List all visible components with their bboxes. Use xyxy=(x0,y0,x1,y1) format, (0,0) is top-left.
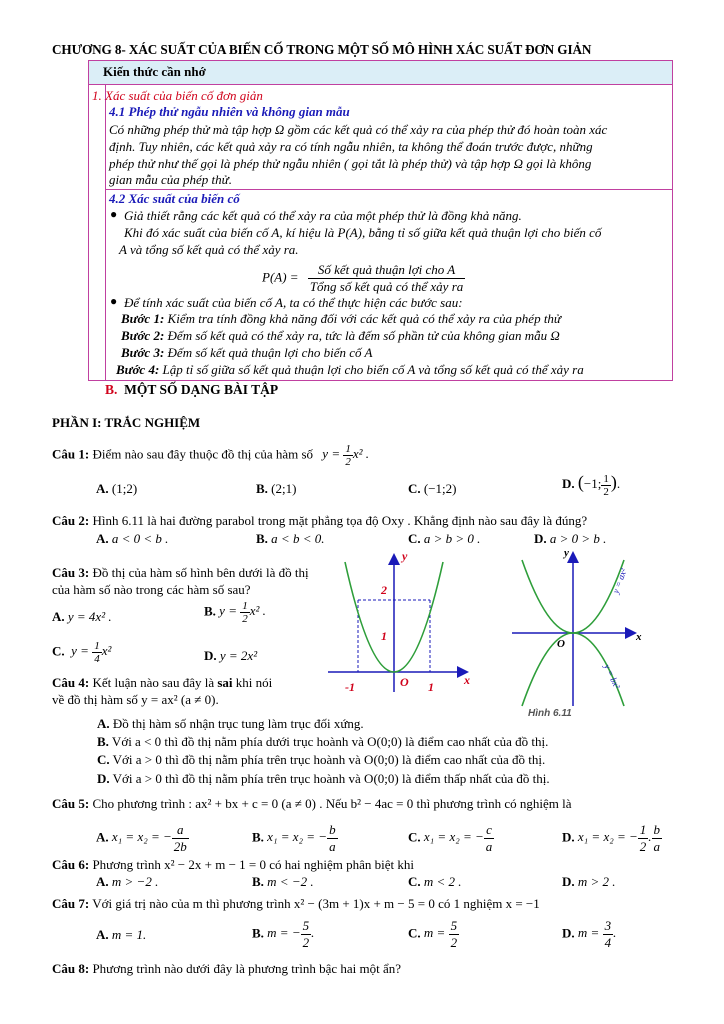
formula-fraction xyxy=(308,262,465,295)
q3-option-c[interactable]: C. y = $\frac{1}{4}$ x² xyxy=(52,640,112,665)
graph2-y-label: y xyxy=(564,547,569,559)
q7-option-a[interactable]: A. m = 1. xyxy=(96,927,147,942)
q7-option-c[interactable]: C. m = $\frac{5}{2}$ xyxy=(408,918,458,950)
graph-hinh-6-11 xyxy=(510,546,660,722)
question-7: Câu 7: Với giá trị nào của m thì phương trình x² − (3m + 1)x + m − 5 = 0 có 1 nghiệm x = −1 xyxy=(52,896,540,911)
q2-option-d[interactable]: D. a > 0 > b . xyxy=(534,531,607,546)
graph2-x-label: x xyxy=(636,631,642,643)
step-1: Bước 1: Kiểm tra tính đồng khả năng đối với các kết quả có thể xảy ra của phép thử xyxy=(121,311,562,326)
q1-option-a[interactable]: A. (1;2) xyxy=(96,481,138,496)
box-separator xyxy=(105,189,672,190)
q6-option-c[interactable]: C. m < 2 . xyxy=(408,874,462,889)
formula-lhs: P(A) = xyxy=(262,269,299,285)
question-3: Câu 3: Đồ thị của hàm số hình bên dưới là đồ thị xyxy=(52,565,309,580)
graph2-label-bottom: y = bx² xyxy=(602,662,623,691)
graph1-tick-neg1: -1 xyxy=(345,680,355,694)
knowledge-box-header xyxy=(88,60,673,85)
step-2: Bước 2: Đếm số kết quả có thể xảy ra, tức là đếm số phần tử của không gian mẫu Ω xyxy=(121,328,560,343)
q1-option-c[interactable]: C. (−1;2) xyxy=(408,481,457,496)
question-5: Câu 5: Cho phương trình : ax² + bx + c = 0 (a ≠ 0) . Nếu b² − 4ac = 0 thì phương trình có nghiệm là xyxy=(52,796,572,811)
question-8: Câu 8: Phương trình nào dưới đây là phương trình bậc hai một ẩn? xyxy=(52,961,402,976)
question-3-line-2: của hàm số nào trong các hàm số sau? xyxy=(52,582,251,597)
formula-denominator: Tổng số kết quả có thể xảy ra xyxy=(309,279,464,294)
graph2-caption: Hình 6.11 xyxy=(528,708,572,719)
q4-option-b[interactable]: B. Với a < 0 thì đồ thị nằm phía dưới trục hoành và O(0;0) là điểm cao nhất của đồ thị. xyxy=(97,734,549,749)
q5-option-c[interactable]: C. x₁ = x₂ = − $\frac{c}{a}$ xyxy=(408,822,493,854)
graph1-tick-1: 1 xyxy=(381,629,387,643)
section-b-letter: B. xyxy=(105,382,118,397)
s41-line-4: gian mẫu của phép thử. xyxy=(109,172,232,187)
q4-option-a[interactable]: A. Đồ thị hàm số nhận trục tung làm trục đối xứng. xyxy=(97,716,364,731)
graph-parabola-question-3 xyxy=(318,548,478,698)
s42-bullet-1-line-1: Giả thiết rằng các kết quả có thể xảy ra của một phép thử là đồng khả năng. xyxy=(124,208,522,223)
s41-line-2: định. Tuy nhiên, các kết quả xảy ra có tính ngẫu nhiên, ta không thể đoán trước được, những xyxy=(109,139,593,154)
q4-option-c[interactable]: C. Với a > 0 thì đồ thị nằm phía trên trục hoành và O(0;0) là điểm cao nhất của đồ thị. xyxy=(97,752,546,767)
s41-line-1: Có những phép thử mà tập hợp Ω gồm các kết quả có thể xảy ra của phép thử đó hoàn toàn xác xyxy=(109,122,608,137)
step-4: Bước 4: Lập tỉ số giữa số kết quả thuận lợi cho biến cố A và tổng số kết quả có thể xảy ra xyxy=(116,362,584,377)
q1-option-b[interactable]: B. (2;1) xyxy=(256,481,297,496)
graph2-label-top: y = ax² xyxy=(610,567,629,595)
q4-option-d[interactable]: D. Với a > 0 thì đồ thị nằm phía trên trục hoành và O(0;0) là điểm thấp nhất của đồ thị. xyxy=(97,771,550,786)
graph1-tick-pos1: 1 xyxy=(428,680,434,694)
section-4-1-title: 4.1 Phép thử ngẫu nhiên và không gian mẫu xyxy=(109,104,350,119)
q1-option-d[interactable]: D. (−1; $\frac{1}{2}$ ). xyxy=(562,472,621,498)
step-3: Bước 3: Đếm số kết quả thuận lợi cho biến cố A xyxy=(121,345,373,360)
q5-option-b[interactable]: B. x₁ = x₂ = − $\frac{b}{a}$ xyxy=(252,822,336,854)
probability-formula xyxy=(262,262,465,295)
q2-option-c[interactable]: C. a > b > 0 . xyxy=(408,531,481,546)
q3-option-a[interactable]: A. y = 4x² . xyxy=(52,609,112,624)
knowledge-box-heading: Kiến thức cần nhớ xyxy=(103,64,206,79)
q6-option-a[interactable]: A. m > −2 . xyxy=(96,874,159,889)
s41-line-3: phép thử như thế gọi là phép thử ngẫu nhiên ( gọi tắt là phép thử) và tập hợp Ω gọi là không xyxy=(109,156,592,171)
graph1-y-label: y xyxy=(402,549,408,563)
q6-option-d[interactable]: D. m > 2 . xyxy=(562,874,616,889)
s42-bullet-1-line-3: A và tổng số kết quả có thể xảy ra. xyxy=(119,242,299,257)
s42-bullet-1-line-2: Khi đó xác suất của biến cố A, kí hiệu là P(A), bằng tỉ số giữa kết quả thuận lợi cho biến cố xyxy=(124,225,602,240)
q6-option-b[interactable]: B. m < −2 . xyxy=(252,874,314,889)
bullet-icon: ● xyxy=(110,294,118,308)
q2-option-a[interactable]: A. a < 0 < b . xyxy=(96,531,169,546)
question-4: Câu 4: Kết luận nào sau đây là sai khi nói xyxy=(52,675,273,690)
q5-option-a[interactable]: A. x₁ = x₂ = − $\frac{a}{2b}$ xyxy=(96,822,187,854)
section-4-2-title: 4.2 Xác suất của biến cố xyxy=(109,191,240,206)
q7-option-b[interactable]: B. m = − $\frac{5}{2}$ . xyxy=(252,918,315,950)
graph1-tick-2: 2 xyxy=(381,583,387,597)
question-1: Câu 1: Điểm nào sau đây thuộc đồ thị của hàm số y = $\frac{1}{2}$ x² . xyxy=(52,443,370,468)
formula-numerator: Số kết quả thuận lợi cho A xyxy=(308,262,465,279)
q5-option-d[interactable]: D. x₁ = x₂ = − $\frac{1}{2}$ . $\frac{b}{a}$ xyxy=(562,822,661,854)
question-6: Câu 6: Phương trình x² − 2x + m − 1 = 0 có hai nghiệm phân biệt khi xyxy=(52,857,415,872)
graph1-origin: O xyxy=(400,675,409,689)
question-2: Câu 2: Hình 6.11 là hai đường parabol trong mặt phẳng tọa độ Oxy . Khẳng định nào sau đây là đúng? xyxy=(52,513,588,528)
box-divider xyxy=(105,85,106,380)
q1-function: y = $\frac{1}{2}$ x² . xyxy=(322,443,370,468)
question-4-line-2: về đồ thị hàm số y = ax² (a ≠ 0). xyxy=(52,692,219,707)
graph1-x-label: x xyxy=(464,673,470,687)
bullet-icon: ● xyxy=(110,207,118,221)
q7-option-d[interactable]: D. m = $\frac{3}{4}$ . xyxy=(562,918,617,950)
s42-bullet-2: Để tính xác suất của biến cố A, ta có thể thực hiện các bước sau: xyxy=(124,295,463,310)
section-b-title: B. MỘT SỐ DẠNG BÀI TẬP xyxy=(105,382,279,397)
page-title: CHƯƠNG 8- XÁC SUẤT CỦA BIẾN CỐ TRONG MỘT SỐ MÔ HÌNH XÁC SUẤT ĐƠN GIẢN xyxy=(52,42,592,57)
q3-option-b[interactable]: B. y = $\frac{1}{2}$ x² . xyxy=(204,600,266,625)
part-1-heading: PHẦN I: TRẮC NGHIỆM xyxy=(52,415,201,430)
graph2-origin: O xyxy=(557,638,565,650)
q3-option-d[interactable]: D. y = 2x² xyxy=(204,648,258,663)
q2-option-b[interactable]: B. a < b < 0. xyxy=(256,531,325,546)
section-1-title: 1. Xác suất của biến cố đơn giản xyxy=(92,88,263,103)
